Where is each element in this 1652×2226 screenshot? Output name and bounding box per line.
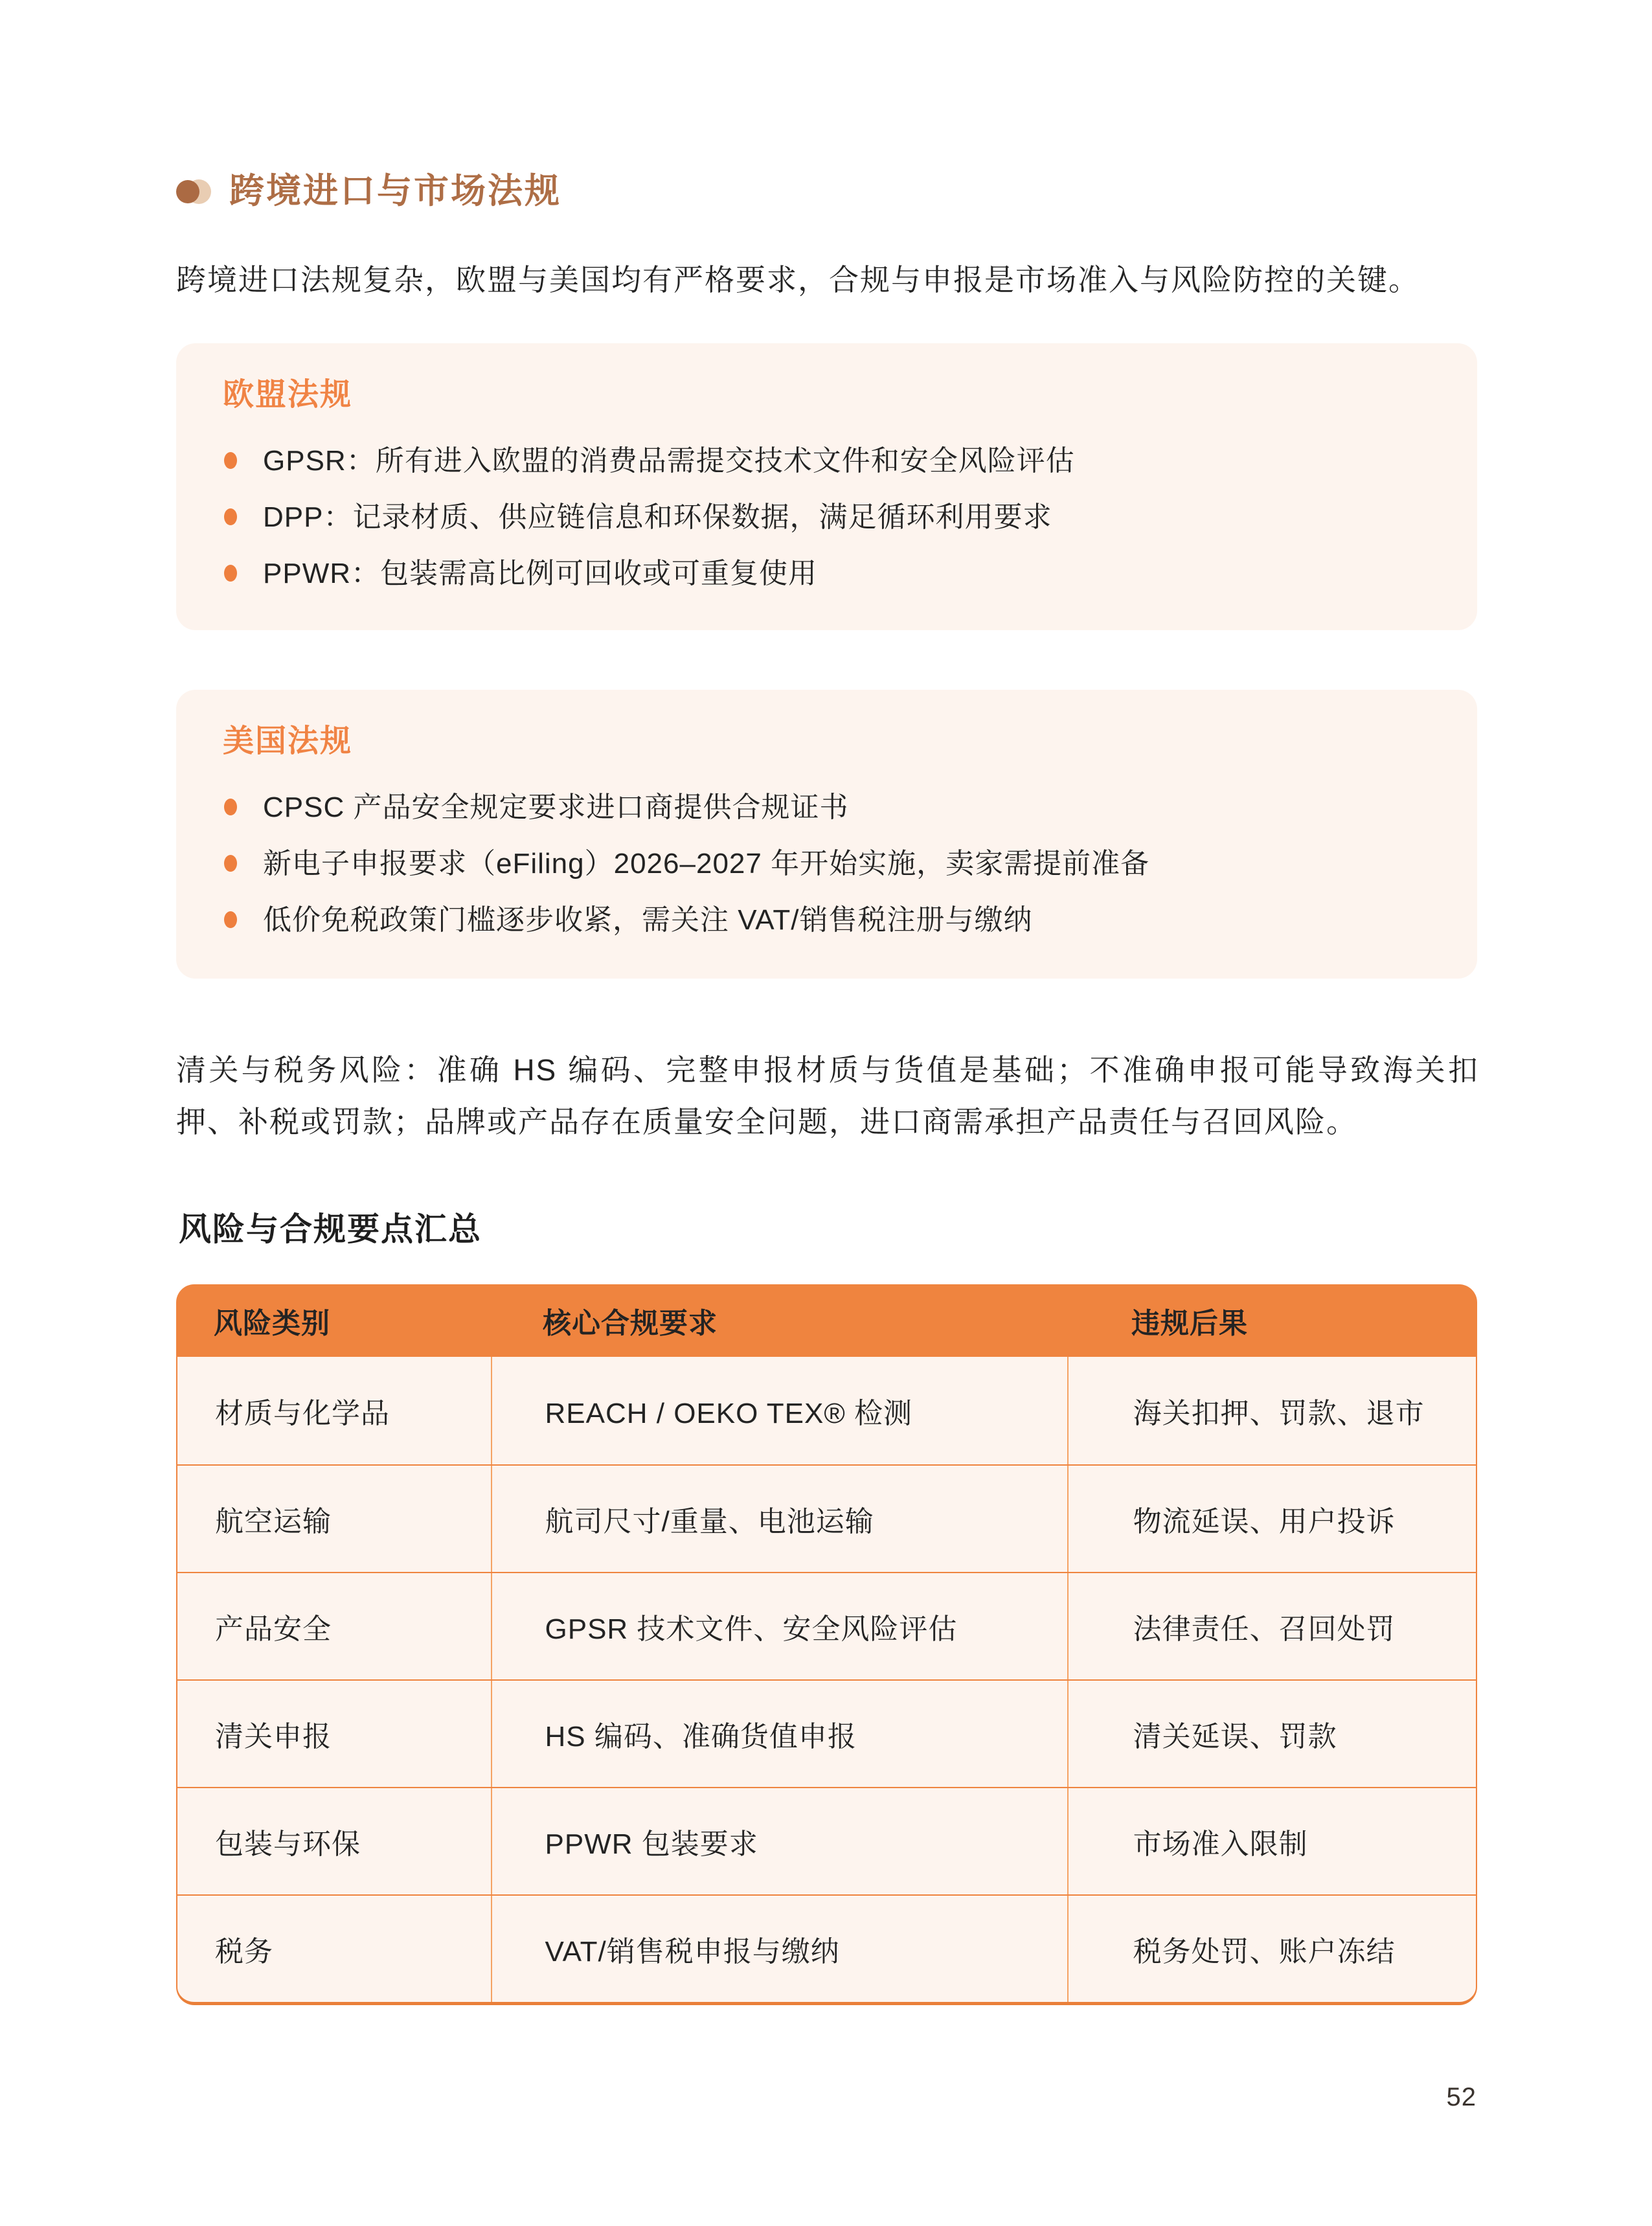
list-item <box>223 499 1431 535</box>
table-cell: 包装与环保 <box>215 1828 361 1860</box>
list-item-text: 低价免税政策门槛逐步收紧，需关注 VAT/销售税注册与缴纳 <box>263 904 1033 936</box>
table-cell: PPWR 包装要求 <box>491 1788 1067 1894</box>
section-bullet-icon <box>176 178 212 205</box>
bullet-dot-icon <box>224 799 237 815</box>
table-cell: 材质与化学品 <box>215 1398 390 1429</box>
bullet-dot-icon <box>224 911 237 928</box>
eu-regulations-card <box>176 343 1477 630</box>
table-cell: 物流延误、用户投诉 <box>1067 1466 1476 1572</box>
list-item <box>223 846 1431 881</box>
list-item-text: PPWR：包装需高比例可回收或可重复使用 <box>263 558 817 589</box>
table-cell: 航空运输 <box>215 1506 332 1538</box>
eu-card-title: 欧盟法规 <box>223 378 353 412</box>
table-row <box>177 1894 1476 2002</box>
bullet-dot-icon <box>224 452 237 469</box>
list-item-text: 新电子申报要求（eFiling）2026–2027 年开始实施，卖家需提前准备 <box>263 848 1150 880</box>
table-cell: REACH / OEKO TEX® 检测 <box>491 1357 1067 1464</box>
us-card-title: 美国法规 <box>223 724 353 758</box>
table-cell: 税务 <box>215 1936 273 1968</box>
table-cell: 市场准入限制 <box>1067 1788 1476 1894</box>
risk-paragraph: 清关与税务风险：准确 HS 编码、完整申报材质与货值是基础；不准确申报可能导致海关扣押、补税或罚款；品牌或产品存在质量安全问题，进口商需承担产品责任与召回风险。 <box>176 1053 1479 1139</box>
bullet-dot-icon <box>224 855 237 872</box>
table-cell: 清关申报 <box>215 1721 332 1753</box>
list-item <box>223 789 1431 825</box>
list-item-text: DPP：记录材质、供应链信息和环保数据，满足循环利用要求 <box>263 501 1052 533</box>
table-row <box>177 1572 1476 1679</box>
table-cell: 海关扣押、罚款、退市 <box>1067 1357 1476 1464</box>
us-regulations-card <box>176 690 1477 979</box>
bullet-circle-dark <box>176 180 199 203</box>
table-body <box>176 1357 1477 2005</box>
list-item <box>223 443 1431 479</box>
section-heading <box>176 172 561 210</box>
table-cell: 产品安全 <box>215 1613 332 1645</box>
bullet-dot-icon <box>224 508 237 525</box>
bullet-dot-icon <box>224 565 237 582</box>
table-row <box>177 1679 1476 1787</box>
table-cell: 税务处罚、账户冻结 <box>1067 1896 1476 2002</box>
eu-card-list <box>223 443 1431 591</box>
table-cell: HS 编码、准确货值申报 <box>491 1681 1067 1787</box>
table-row <box>177 1357 1476 1464</box>
table-cell: 清关延误、罚款 <box>1067 1681 1476 1787</box>
intro-paragraph: 跨境进口法规复杂，欧盟与美国均有严格要求，合规与申报是市场准入与风险防控的关键。 <box>176 263 1420 297</box>
table-row <box>177 1787 1476 1894</box>
table-header-row <box>176 1284 1477 1357</box>
us-card-list <box>223 789 1431 938</box>
list-item <box>223 556 1431 591</box>
header-cell-risk-category: 风险类别 <box>214 1308 330 1339</box>
table-cell: 法律责任、召回处罚 <box>1067 1573 1476 1679</box>
page-number: 52 <box>1446 2083 1477 2111</box>
list-item-text: CPSC 产品安全规定要求进口商提供合规证书 <box>263 791 849 823</box>
list-item <box>223 902 1431 938</box>
header-cell-compliance-requirement: 核心合规要求 <box>543 1308 718 1339</box>
table-cell: GPSR 技术文件、安全风险评估 <box>491 1573 1067 1679</box>
page-title: 跨境进口与市场法规 <box>229 172 561 210</box>
table-heading: 风险与合规要点汇总 <box>179 1211 482 1247</box>
table-cell: 航司尺寸/重量、电池运输 <box>491 1466 1067 1572</box>
table-cell: VAT/销售税申报与缴纳 <box>491 1896 1067 2002</box>
header-cell-violation-consequence: 违规后果 <box>1131 1308 1248 1339</box>
list-item-text: GPSR：所有进入欧盟的消费品需提交技术文件和安全风险评估 <box>263 445 1075 477</box>
risk-compliance-table <box>176 1284 1477 2005</box>
table-row <box>177 1464 1476 1572</box>
